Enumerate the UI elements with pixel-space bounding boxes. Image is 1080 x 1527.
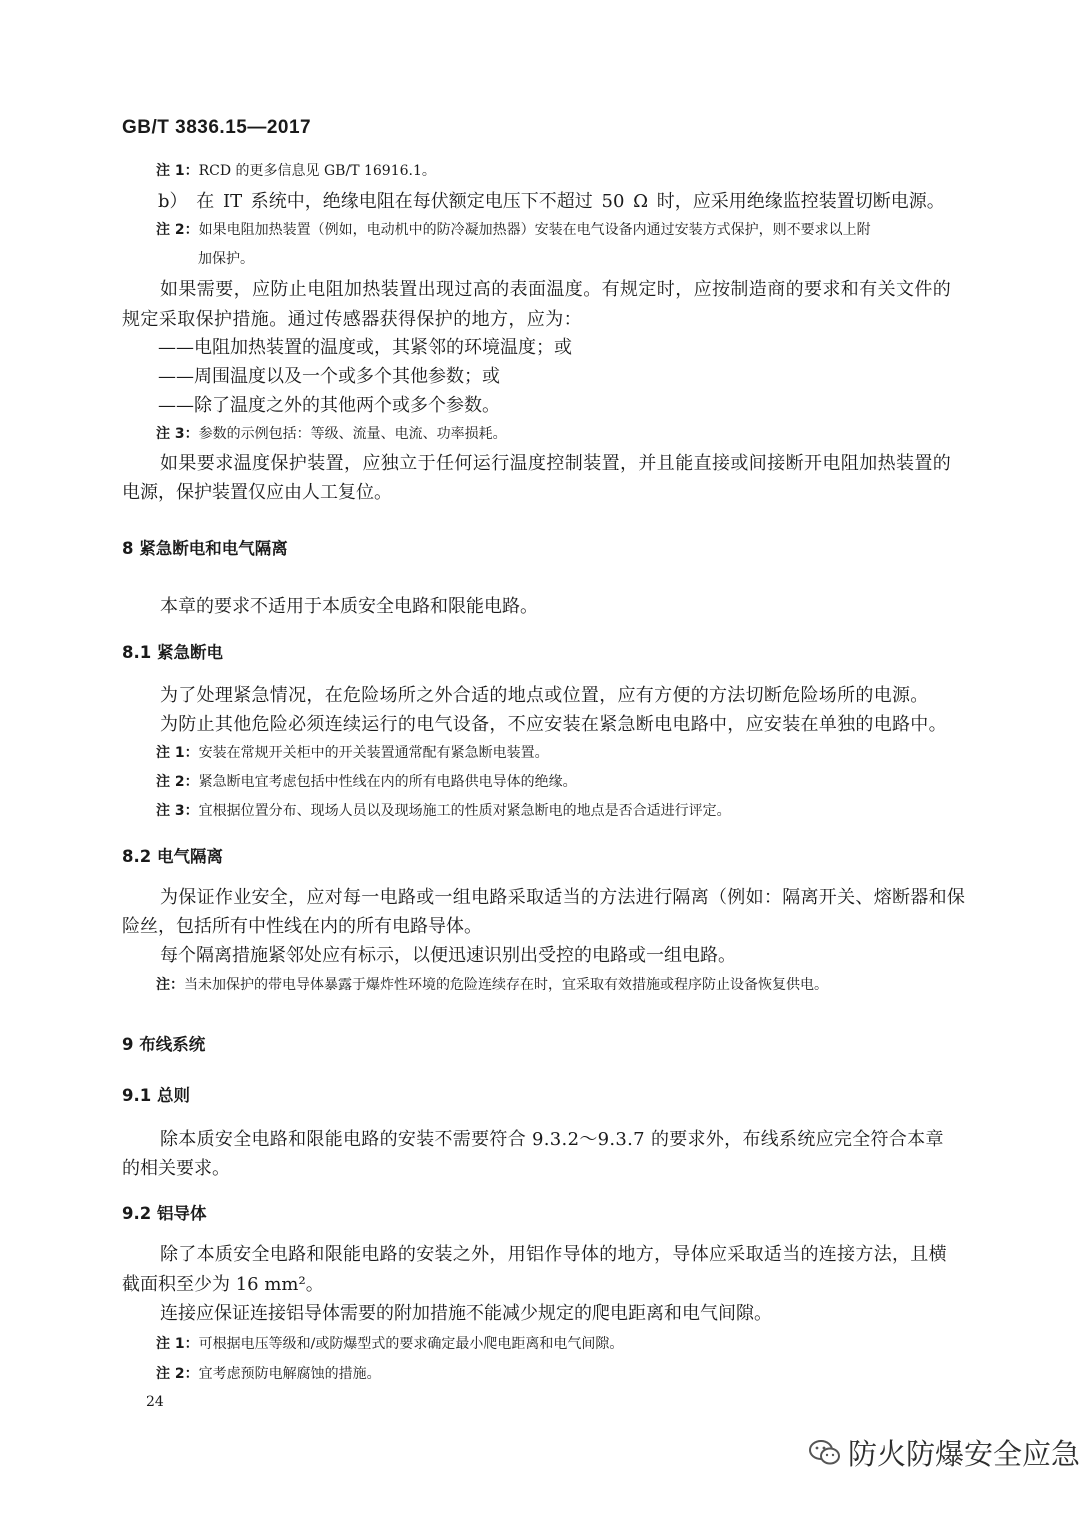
paragraph: 本章的要求不适用于本质安全电路和限能电路。 (160, 596, 538, 617)
note-line: 注 3：参数的示例包括：等级、流量、电流、功率损耗。 (156, 426, 507, 442)
note-line: 注 2：紧急断电宜考虑包括中性线在内的所有电路供电导体的绝缘。 (156, 774, 577, 790)
note-line: 注 1：安装在常规开关柜中的开关装置通常配有紧急断电装置。 (156, 745, 549, 761)
paragraph: 除本质安全电路和限能电路的安装不需要符合 9.3.2～9.3.7 的要求外，布线系统应完全符合本章 (160, 1129, 944, 1150)
note-line: 注 2：如果电阻加热装置（例如，电动机中的防冷凝加热器）安装在电气设备内通过安装方式保护，则不要求以上附 (156, 222, 871, 238)
section-heading: 8.2 电气隔离 (122, 847, 223, 866)
paragraph: 为保证作业安全，应对每一电路或一组电路采取适当的方法进行隔离（例如：隔离开关、熔断器和保 (160, 887, 966, 908)
page-number: 24 (146, 1394, 164, 1410)
section-heading: 8.1 紧急断电 (122, 643, 223, 662)
paragraph: 连接应保证连接铝导体需要的附加措施不能减少规定的爬电距离和电气间隙。 (160, 1303, 772, 1324)
paragraph: 如果要求温度保护装置，应独立于任何运行温度控制装置，并且能直接或间接断开电阻加热装置的 (160, 453, 952, 474)
paragraph-continuation: 电源，保护装置仅应由人工复位。 (122, 482, 392, 503)
paragraph: 为防止其他危险必须连续运行的电气设备，不应安装在紧急断电电路中，应安装在单独的电路中。 (160, 714, 947, 735)
section-heading: 9 布线系统 (122, 1035, 206, 1054)
list-item-b: b） 在 IT 系统中，绝缘电阻在每伏额定电压下不超过 50 Ω 时，应采用绝缘监控装置切断电源。 (158, 191, 945, 212)
paragraph-continuation: 规定采取保护措施。通过传感器获得保护的地方，应为： (122, 309, 582, 330)
note-line: 注 1：RCD 的更多信息见 GB/T 16916.1。 (156, 163, 436, 179)
paragraph: 如果需要，应防止电阻加热装置出现过高的表面温度。有规定时，应按制造商的要求和有关文件的 (160, 279, 952, 300)
note-line: 注 2：宜考虑预防电解腐蚀的措施。 (156, 1366, 381, 1382)
note-continuation: 加保护。 (198, 251, 254, 267)
note-line: 注：当未加保护的带电导体暴露于爆炸性环境的危险连续存在时，宜采取有效措施或程序防止设备恢复供电。 (156, 977, 828, 993)
paragraph: 为了处理紧急情况，在危险场所之外合适的地点或位置，应有方便的方法切断危险场所的电源。 (160, 685, 929, 706)
paragraph-continuation: 险丝，包括所有中性线在内的所有电路导体。 (122, 916, 482, 937)
section-heading: 9.1 总则 (122, 1086, 190, 1105)
watermark-text: 防火防爆安全应急 (848, 1437, 1080, 1471)
paragraph: 除了本质安全电路和限能电路的安装之外，用铝作导体的地方，导体应采取适当的连接方法，且横 (160, 1244, 947, 1265)
note-line: 注 3：宜根据位置分布、现场人员以及现场施工的性质对紧急断电的地点是否合适进行评定。 (156, 803, 731, 819)
paragraph: 每个隔离措施紧邻处应有标示，以便迅速识别出受控的电路或一组电路。 (160, 945, 736, 966)
dash-list-item: ——电阻加热装置的温度或，其紧邻的环境温度；或 (158, 337, 572, 358)
standard-number: GB/T 3836.15—2017 (122, 117, 312, 138)
dash-list-item: ——周围温度以及一个或多个其他参数；或 (158, 366, 500, 387)
watermark (808, 1432, 1080, 1473)
note-line: 注 1：可根据电压等级和/或防爆型式的要求确定最小爬电距离和电气间隙。 (156, 1336, 624, 1352)
paragraph-continuation: 的相关要求。 (122, 1158, 230, 1179)
paragraph-continuation: 截面积至少为 16 mm²。 (122, 1274, 324, 1295)
wechat-icon (808, 1438, 842, 1468)
section-heading: 8 紧急断电和电气隔离 (122, 539, 288, 558)
dash-list-item: ——除了温度之外的其他两个或多个参数。 (158, 395, 500, 416)
section-heading: 9.2 铝导体 (122, 1204, 207, 1223)
